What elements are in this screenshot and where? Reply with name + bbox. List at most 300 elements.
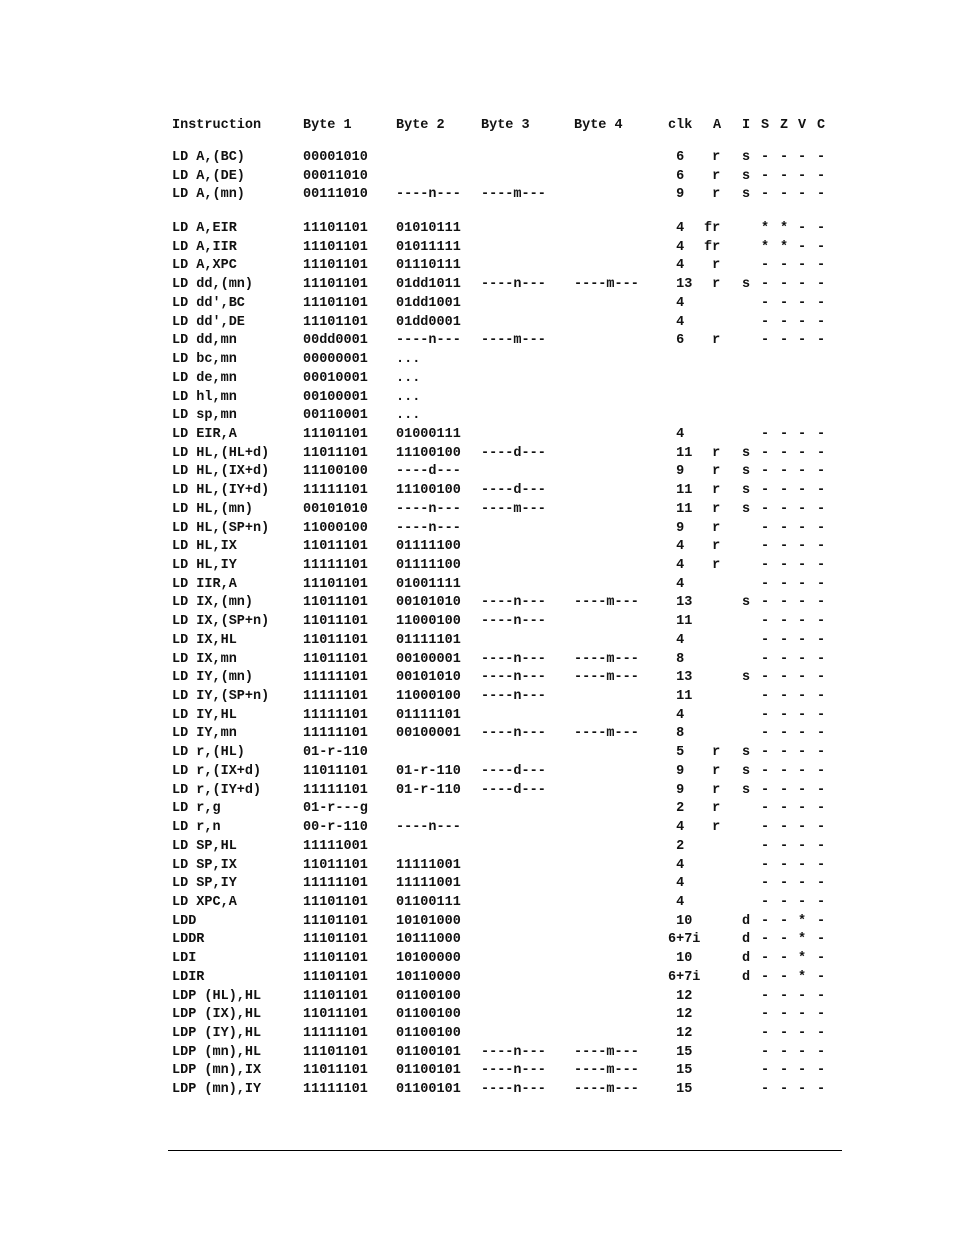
s-flag-cell: -	[760, 558, 770, 573]
v-flag-cell: -	[797, 1044, 807, 1060]
s-flag-cell: -	[760, 614, 770, 630]
header-clk: clk	[668, 118, 693, 133]
clk-cell: 10	[668, 951, 693, 967]
byte2-cell: 10110000	[396, 969, 461, 985]
s-flag-cell: -	[760, 651, 770, 667]
clk-cell: 4	[668, 707, 685, 723]
byte2-cell: 11000100	[396, 614, 461, 630]
c-flag-cell: -	[816, 595, 826, 611]
v-flag-cell: -	[797, 150, 807, 165]
i-flag-cell: s	[741, 483, 751, 499]
clk-cell: 13	[668, 595, 693, 611]
c-flag-cell: -	[816, 1044, 826, 1060]
clk-cell: 11	[668, 689, 693, 704]
c-flag-cell: -	[816, 913, 826, 929]
z-flag-cell: -	[779, 951, 789, 967]
s-flag-cell: -	[760, 277, 770, 293]
clk-cell: 4	[668, 539, 685, 555]
clk-cell: 9	[668, 520, 685, 536]
c-flag-cell: -	[816, 726, 826, 742]
table-row	[0, 257, 954, 275]
byte4-cell: ----m---	[574, 595, 639, 611]
z-flag-cell: -	[779, 426, 789, 442]
table-row	[0, 501, 954, 519]
clk-cell: 4	[668, 558, 685, 573]
c-flag-cell: -	[816, 876, 826, 892]
byte2-cell: ----d---	[396, 464, 461, 480]
byte2-cell: ----n---	[396, 501, 461, 517]
byte3-cell: ----n---	[481, 1082, 546, 1098]
z-flag-cell: -	[779, 726, 789, 742]
instruction-cell: LD XPC,A	[172, 894, 237, 910]
c-flag-cell: -	[816, 782, 826, 798]
c-flag-cell: -	[816, 670, 826, 686]
table-row	[0, 669, 954, 687]
instruction-cell: LD A,(BC)	[172, 150, 245, 165]
clk-cell: 4	[668, 221, 685, 236]
a-flag-cell: fr	[704, 221, 721, 236]
header-byte2: Byte 2	[396, 118, 445, 133]
instruction-cell: LD bc,mn	[172, 352, 237, 367]
table-row	[0, 239, 954, 257]
c-flag-cell: -	[816, 1026, 826, 1041]
byte1-cell: 11101101	[303, 221, 368, 236]
c-flag-cell: -	[816, 838, 826, 854]
instruction-cell: LDDR	[172, 932, 205, 948]
table-row	[0, 950, 954, 968]
byte2-cell: 00100001	[396, 726, 461, 742]
byte1-cell: 00dd0001	[303, 333, 368, 349]
instruction-cell: LD IX,(SP+n)	[172, 614, 270, 630]
z-flag-cell: -	[779, 1082, 789, 1098]
c-flag-cell: -	[816, 969, 826, 985]
c-flag-cell: -	[816, 1007, 826, 1023]
table-row	[0, 1006, 954, 1024]
v-flag-cell: -	[797, 894, 807, 910]
v-flag-cell: -	[797, 445, 807, 461]
clk-cell: 4	[668, 314, 685, 330]
c-flag-cell: -	[816, 277, 826, 293]
s-flag-cell: -	[760, 707, 770, 723]
a-flag-cell: r	[704, 820, 721, 835]
clk-cell: 6	[668, 168, 685, 184]
byte1-cell: 11101101	[303, 314, 368, 330]
clk-cell: 4	[668, 576, 685, 592]
c-flag-cell: -	[816, 295, 826, 311]
instruction-cell: LD IY,mn	[172, 726, 237, 742]
byte3-cell: ----d---	[481, 763, 546, 779]
clk-cell: 4	[668, 295, 685, 311]
z-flag-cell: -	[779, 295, 789, 311]
clk-cell: 12	[668, 1026, 693, 1041]
v-flag-cell: -	[797, 520, 807, 536]
byte1-cell: 11000100	[303, 520, 368, 536]
byte2-cell: 01111100	[396, 558, 461, 573]
i-flag-cell: d	[741, 932, 751, 948]
header-z: Z	[779, 118, 789, 133]
a-flag-cell: r	[704, 520, 721, 536]
s-flag-cell: -	[760, 745, 770, 761]
s-flag-cell: -	[760, 726, 770, 742]
instruction-cell: LD SP,HL	[172, 838, 237, 854]
clk-cell: 9	[668, 763, 685, 779]
table-row	[0, 688, 954, 706]
byte1-cell: 11101101	[303, 988, 368, 1004]
clk-cell: 8	[668, 726, 685, 742]
v-flag-cell: -	[797, 168, 807, 184]
table-row	[0, 632, 954, 650]
table-row	[0, 819, 954, 837]
i-flag-cell: s	[741, 187, 751, 203]
clk-cell: 15	[668, 1082, 693, 1098]
byte2-cell: 01001111	[396, 576, 461, 592]
byte1-cell: 00111010	[303, 187, 368, 203]
byte1-cell: 11101101	[303, 295, 368, 311]
clk-cell: 4	[668, 857, 685, 873]
s-flag-cell: -	[760, 782, 770, 798]
byte3-cell: ----d---	[481, 483, 546, 499]
v-flag-cell: -	[797, 187, 807, 203]
instruction-cell: LD r,(IY+d)	[172, 782, 262, 798]
a-flag-cell: r	[704, 539, 721, 555]
v-flag-cell: -	[797, 595, 807, 611]
byte1-cell: 11111101	[303, 558, 368, 573]
byte1-cell: 11011101	[303, 857, 368, 873]
z-flag-cell: -	[779, 187, 789, 203]
c-flag-cell: -	[816, 168, 826, 184]
a-flag-cell: r	[704, 277, 721, 293]
instruction-cell: LDP (mn),IY	[172, 1082, 262, 1098]
byte1-cell: 11101101	[303, 258, 368, 274]
z-flag-cell: -	[779, 614, 789, 630]
byte1-cell: 11011101	[303, 445, 368, 461]
v-flag-cell: -	[797, 314, 807, 330]
s-flag-cell: -	[760, 1063, 770, 1079]
byte2-cell: ----n---	[396, 333, 461, 349]
byte2-cell: 01100101	[396, 1082, 461, 1098]
v-flag-cell: -	[797, 501, 807, 517]
c-flag-cell: -	[816, 150, 826, 165]
z-flag-cell: -	[779, 595, 789, 611]
a-flag-cell: r	[704, 501, 721, 517]
table-row	[0, 389, 954, 407]
byte2-cell: 01010111	[396, 221, 461, 236]
table-row	[0, 763, 954, 781]
z-flag-cell: -	[779, 913, 789, 929]
byte1-cell: 11011101	[303, 651, 368, 667]
v-flag-cell: -	[797, 763, 807, 779]
instruction-cell: LDP (mn),HL	[172, 1044, 262, 1060]
s-flag-cell: -	[760, 539, 770, 555]
byte2-cell: ...	[396, 370, 421, 386]
header-byte4: Byte 4	[574, 118, 623, 133]
z-flag-cell: -	[779, 857, 789, 873]
s-flag-cell: -	[760, 295, 770, 311]
clk-cell: 4	[668, 632, 685, 648]
c-flag-cell: -	[816, 426, 826, 442]
instruction-cell: LD r,(HL)	[172, 745, 245, 761]
byte2-cell: 01111101	[396, 707, 461, 723]
v-flag-cell: -	[797, 277, 807, 293]
byte2-cell: 01dd0001	[396, 314, 461, 330]
z-flag-cell: -	[779, 520, 789, 536]
instruction-cell: LD HL,(HL+d)	[172, 445, 270, 461]
v-flag-cell: -	[797, 651, 807, 667]
instruction-cell: LDP (IY),HL	[172, 1026, 262, 1041]
s-flag-cell: -	[760, 483, 770, 499]
c-flag-cell: -	[816, 333, 826, 349]
z-flag-cell: -	[779, 894, 789, 910]
v-flag-cell: -	[797, 483, 807, 499]
byte2-cell: 01100100	[396, 1026, 461, 1041]
s-flag-cell: -	[760, 314, 770, 330]
v-flag-cell: -	[797, 1063, 807, 1079]
s-flag-cell: -	[760, 445, 770, 461]
byte1-cell: 11011101	[303, 632, 368, 648]
byte1-cell: 11111001	[303, 838, 368, 854]
c-flag-cell: -	[816, 501, 826, 517]
c-flag-cell: -	[816, 988, 826, 1004]
header-byte3: Byte 3	[481, 118, 530, 133]
a-flag-cell: r	[704, 558, 721, 573]
c-flag-cell: -	[816, 707, 826, 723]
byte2-cell: 11100100	[396, 445, 461, 461]
instruction-cell: LD hl,mn	[172, 389, 237, 405]
table-row	[0, 576, 954, 594]
s-flag-cell: -	[760, 670, 770, 686]
byte3-cell: ----n---	[481, 670, 546, 686]
byte2-cell: 01-r-110	[396, 763, 461, 779]
table-row	[0, 875, 954, 893]
s-flag-cell: -	[760, 595, 770, 611]
byte2-cell: 01100101	[396, 1044, 461, 1060]
z-flag-cell: -	[779, 1007, 789, 1023]
table-row	[0, 838, 954, 856]
v-flag-cell: -	[797, 1082, 807, 1098]
byte1-cell: 11111101	[303, 782, 368, 798]
c-flag-cell: -	[816, 258, 826, 274]
clk-cell: 8	[668, 651, 685, 667]
v-flag-cell: -	[797, 801, 807, 817]
v-flag-cell: -	[797, 576, 807, 592]
v-flag-cell: -	[797, 295, 807, 311]
table-row	[0, 407, 954, 425]
byte2-cell: 01111101	[396, 632, 461, 648]
v-flag-cell: -	[797, 857, 807, 873]
table-row	[0, 725, 954, 743]
byte3-cell: ----n---	[481, 726, 546, 742]
instruction-cell: LD A,(DE)	[172, 168, 245, 184]
v-flag-cell: -	[797, 333, 807, 349]
table-row	[0, 332, 954, 350]
byte2-cell: 11111001	[396, 876, 461, 892]
i-flag-cell: s	[741, 445, 751, 461]
s-flag-cell: -	[760, 951, 770, 967]
clk-cell: 2	[668, 801, 685, 817]
v-flag-cell: -	[797, 876, 807, 892]
z-flag-cell: -	[779, 745, 789, 761]
a-flag-cell: r	[704, 763, 721, 779]
byte2-cell: 11100100	[396, 483, 461, 499]
header-v: V	[797, 118, 807, 133]
byte1-cell: 11111101	[303, 1026, 368, 1041]
instruction-cell: LD HL,(mn)	[172, 501, 254, 517]
table-row	[0, 744, 954, 762]
table-row	[0, 1062, 954, 1080]
header-instruction: Instruction	[172, 118, 262, 133]
clk-cell: 12	[668, 988, 693, 1004]
z-flag-cell: -	[779, 969, 789, 985]
a-flag-cell: r	[704, 445, 721, 461]
table-row	[0, 1044, 954, 1062]
z-flag-cell: *	[779, 239, 789, 255]
byte2-cell: 01011111	[396, 239, 461, 255]
instruction-cell: LD A,IIR	[172, 239, 237, 255]
byte1-cell: 11011101	[303, 614, 368, 630]
i-flag-cell: s	[741, 150, 751, 165]
a-flag-cell: fr	[704, 239, 721, 255]
v-flag-cell: -	[797, 239, 807, 255]
v-flag-cell: -	[797, 988, 807, 1004]
instruction-cell: LDP (IX),HL	[172, 1007, 262, 1023]
clk-cell: 9	[668, 187, 685, 203]
instruction-cell: LDIR	[172, 969, 205, 985]
byte4-cell: ----m---	[574, 1063, 639, 1079]
table-row	[0, 857, 954, 875]
i-flag-cell: d	[741, 969, 751, 985]
table-row	[0, 1081, 954, 1099]
clk-cell: 4	[668, 894, 685, 910]
byte4-cell: ----m---	[574, 1082, 639, 1098]
byte2-cell: ----n---	[396, 187, 461, 203]
z-flag-cell: -	[779, 932, 789, 948]
byte2-cell: 10100000	[396, 951, 461, 967]
z-flag-cell: -	[779, 838, 789, 854]
s-flag-cell: -	[760, 632, 770, 648]
v-flag-cell: -	[797, 539, 807, 555]
instruction-cell: LDD	[172, 913, 197, 929]
clk-cell: 5	[668, 745, 685, 761]
instruction-cell: LD dd,mn	[172, 333, 237, 349]
byte2-cell: 01-r-110	[396, 782, 461, 798]
v-flag-cell: -	[797, 221, 807, 236]
table-row	[0, 988, 954, 1006]
c-flag-cell: -	[816, 689, 826, 704]
z-flag-cell: -	[779, 988, 789, 1004]
byte3-cell: ----n---	[481, 1063, 546, 1079]
s-flag-cell: -	[760, 426, 770, 442]
s-flag-cell: -	[760, 876, 770, 892]
byte1-cell: 11111101	[303, 726, 368, 742]
clk-cell: 6	[668, 333, 685, 349]
byte1-cell: 00100001	[303, 389, 368, 405]
i-flag-cell: s	[741, 745, 751, 761]
byte1-cell: 11101101	[303, 1044, 368, 1060]
z-flag-cell: -	[779, 707, 789, 723]
byte3-cell: ----m---	[481, 501, 546, 517]
v-flag-cell: -	[797, 689, 807, 704]
v-flag-cell: -	[797, 670, 807, 686]
v-flag-cell: -	[797, 726, 807, 742]
c-flag-cell: -	[816, 951, 826, 967]
clk-cell: 2	[668, 838, 685, 854]
header-i: I	[741, 118, 751, 133]
instruction-cell: LD A,(mn)	[172, 187, 245, 203]
table-row	[0, 651, 954, 669]
z-flag-cell: -	[779, 258, 789, 274]
clk-cell: 12	[668, 1007, 693, 1023]
s-flag-cell: -	[760, 988, 770, 1004]
i-flag-cell: s	[741, 595, 751, 611]
z-flag-cell: -	[779, 689, 789, 704]
z-flag-cell: -	[779, 782, 789, 798]
s-flag-cell: -	[760, 464, 770, 480]
v-flag-cell: *	[797, 932, 807, 948]
table-row	[0, 149, 954, 167]
table-row	[0, 538, 954, 556]
i-flag-cell: s	[741, 168, 751, 184]
byte1-cell: 11101101	[303, 576, 368, 592]
z-flag-cell: -	[779, 632, 789, 648]
v-flag-cell: -	[797, 558, 807, 573]
byte2-cell: 01111100	[396, 539, 461, 555]
v-flag-cell: *	[797, 913, 807, 929]
clk-cell: 6+7i	[668, 969, 701, 985]
instruction-cell: LD r,n	[172, 820, 221, 835]
table-row	[0, 186, 954, 204]
clk-cell: 15	[668, 1044, 693, 1060]
z-flag-cell: -	[779, 314, 789, 330]
table-row	[0, 520, 954, 538]
z-flag-cell: -	[779, 277, 789, 293]
byte1-cell: 11011101	[303, 595, 368, 611]
table-row	[0, 913, 954, 931]
byte3-cell: ----n---	[481, 1044, 546, 1060]
table-row	[0, 426, 954, 444]
byte1-cell: 00000001	[303, 352, 368, 367]
i-flag-cell: s	[741, 782, 751, 798]
c-flag-cell: -	[816, 857, 826, 873]
byte1-cell: 00011010	[303, 168, 368, 184]
header-a: A	[713, 118, 722, 133]
z-flag-cell: -	[779, 670, 789, 686]
s-flag-cell: -	[760, 1026, 770, 1041]
v-flag-cell: *	[797, 969, 807, 985]
c-flag-cell: -	[816, 239, 826, 255]
s-flag-cell: -	[760, 333, 770, 349]
byte1-cell: 11011101	[303, 1007, 368, 1023]
header-s: S	[760, 118, 770, 133]
clk-cell: 11	[668, 483, 693, 499]
byte1-cell: 11111101	[303, 707, 368, 723]
table-row	[0, 613, 954, 631]
instruction-cell: LD dd,(mn)	[172, 277, 254, 293]
byte3-cell: ----d---	[481, 445, 546, 461]
instruction-cell: LD dd',BC	[172, 295, 245, 311]
c-flag-cell: -	[816, 221, 826, 236]
byte3-cell: ----n---	[481, 689, 546, 704]
v-flag-cell: -	[797, 614, 807, 630]
byte2-cell: 01100101	[396, 1063, 461, 1079]
c-flag-cell: -	[816, 763, 826, 779]
c-flag-cell: -	[816, 745, 826, 761]
byte1-cell: 11101101	[303, 894, 368, 910]
byte3-cell: ----m---	[481, 187, 546, 203]
clk-cell: 9	[668, 464, 685, 480]
instruction-cell: LD sp,mn	[172, 408, 237, 424]
byte4-cell: ----m---	[574, 726, 639, 742]
byte2-cell: 01000111	[396, 426, 461, 442]
